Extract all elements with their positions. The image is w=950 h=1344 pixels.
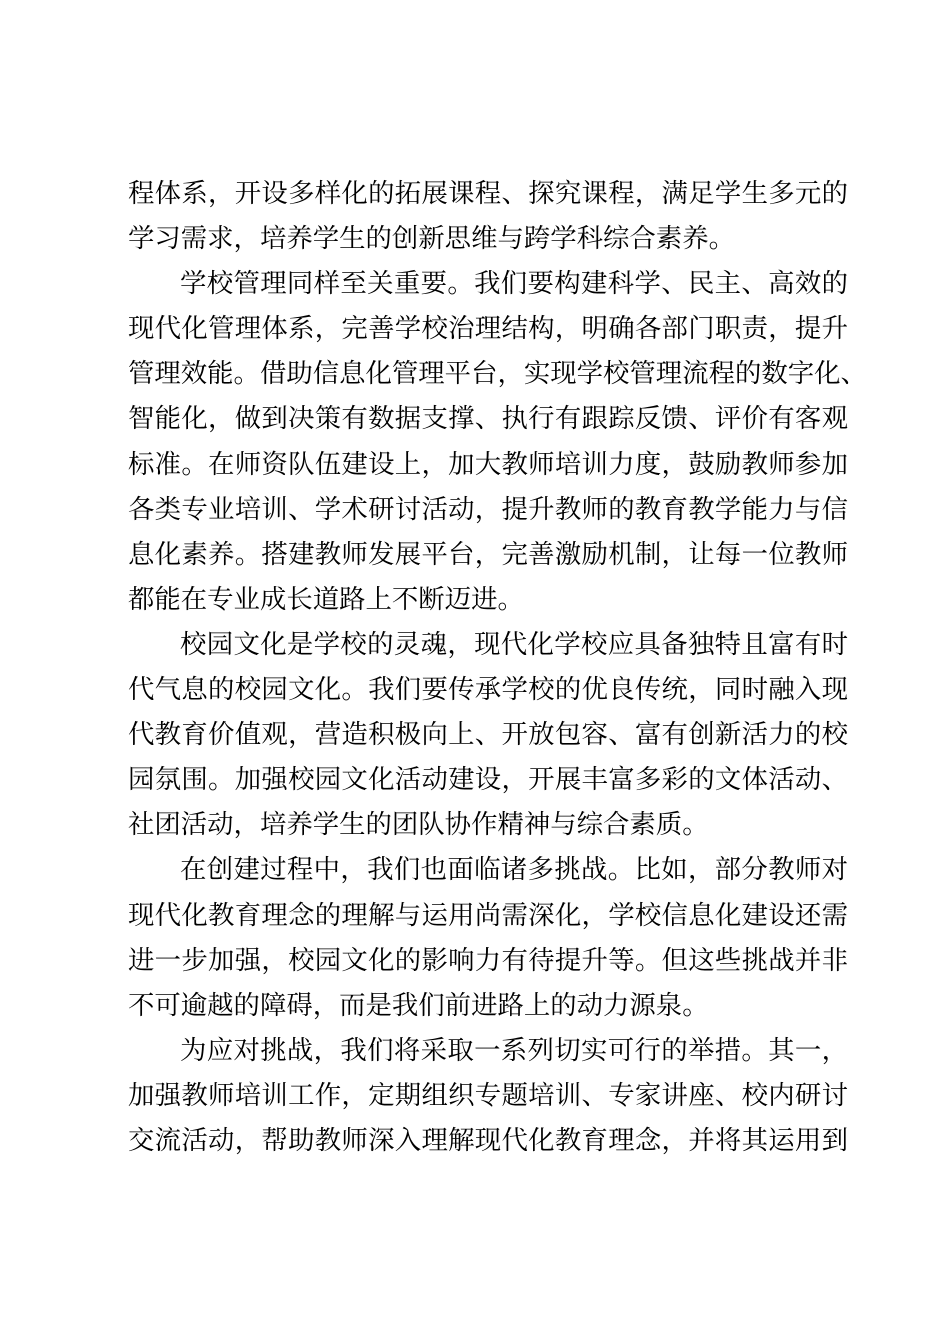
text-line: 现代化管理体系，完善学校治理结构，明确各部门职责，提升	[128, 313, 848, 345]
text-line: 学习需求，培养学生的创新思维与跨学科综合素养。	[128, 223, 735, 255]
paragraph	[128, 847, 848, 1027]
text-line: 息化素养。搭建教师发展平台，完善激励机制，让每一位教师	[128, 538, 848, 570]
text-line: 为应对挑战，我们将采取一系列切实可行的举措。其一，	[180, 1034, 848, 1066]
text-line: 进一步加强，校园文化的影响力有待提升等。但这些挑战并非	[128, 944, 848, 976]
text-line: 加强教师培训工作，定期组织专题培训、专家讲座、校内研讨	[128, 1079, 848, 1111]
paragraph	[128, 261, 867, 622]
paragraph	[128, 171, 848, 261]
text-line: 管理效能。借助信息化管理平台，实现学校管理流程的数字化、	[128, 358, 867, 390]
text-line: 校园文化是学校的灵魂，现代化学校应具备独特且富有时	[180, 628, 848, 660]
text-line: 智能化，做到决策有数据支撑、执行有跟踪反馈、评价有客观	[128, 403, 848, 435]
text-line: 园氛围。加强校园文化活动建设，开展丰富多彩的文体活动、	[128, 764, 848, 796]
text-line: 不可逾越的障碍，而是我们前进路上的动力源泉。	[128, 989, 709, 1021]
text-line: 现代化教育理念的理解与运用尚需深化，学校信息化建设还需	[128, 899, 848, 931]
text-line: 代气息的校园文化。我们要传承学校的优良传统，同时融入现	[128, 674, 848, 706]
paragraph	[128, 622, 848, 847]
text-line: 学校管理同样至关重要。我们要构建科学、民主、高效的	[180, 268, 848, 300]
text-line: 各类专业培训、学术研讨活动，提升教师的教育教学能力与信	[128, 493, 848, 525]
text-line: 标准。在师资队伍建设上，加大教师培训力度，鼓励教师参加	[128, 448, 848, 480]
paragraph	[128, 1028, 848, 1163]
text-line: 社团活动，培养学生的团队协作精神与综合素质。	[128, 809, 709, 841]
text-line: 交流活动，帮助教师深入理解现代化教育理念，并将其运用到	[128, 1124, 848, 1156]
text-line: 在创建过程中，我们也面临诸多挑战。比如，部分教师对	[180, 854, 848, 886]
text-line: 都能在专业成长道路上不断迈进。	[128, 583, 524, 615]
text-line: 代教育价值观，营造积极向上、开放包容、富有创新活力的校	[128, 719, 848, 751]
text-line: 程体系，开设多样化的拓展课程、探究课程，满足学生多元的	[128, 178, 848, 209]
document-body	[128, 171, 867, 1163]
